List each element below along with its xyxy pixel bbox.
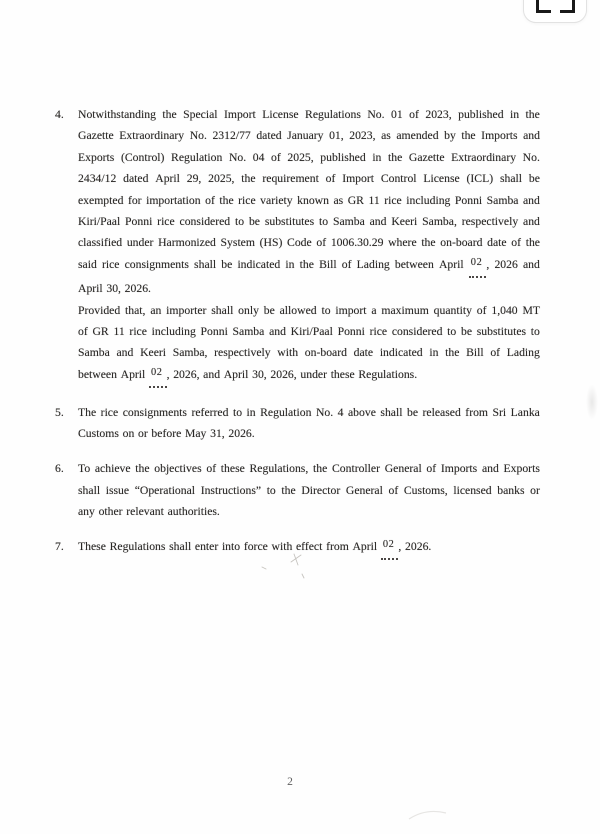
- document-page: [55, 104, 541, 560]
- regulation-item-6: [55, 458, 541, 522]
- text-line: exempted for importation of the rice variety known as GR 11 rice including Ponni Samba and: [78, 193, 540, 207]
- scan-artifact-right-edge: [586, 384, 598, 420]
- expand-button[interactable]: [523, 0, 587, 23]
- text-line: The rice consignments referred to in Regulation No. 4 above shall be released from Sri Lanka: [78, 405, 540, 419]
- item-paragraphs: [78, 458, 540, 522]
- text-line: Samba and Keeri Samba, respectively with on-board date indicated in the Bill of Lading: [78, 346, 540, 360]
- filled-blank-date: 02 ,: [469, 254, 490, 278]
- regulation-item-4: [55, 104, 541, 388]
- text-line: 2434/12 dated April 29, 2025, the requirement of Import Control License (ICL) shall be: [78, 172, 540, 186]
- scan-artifact-bottom: [406, 804, 450, 824]
- text-line: These Regulations shall enter into force with effect from April 02 , 2026.: [78, 536, 540, 560]
- regulation-item-5: [55, 402, 541, 445]
- item-number: 5.: [55, 405, 64, 419]
- text-line: To achieve the objectives of these Regulations, the Controller General of Imports and Exports: [78, 462, 540, 476]
- text-line: April 30, 2026.: [78, 282, 151, 296]
- text-line: Kiri/Paal Ponni rice considered to be substitutes to Samba and Keeri Samba, respectively and: [78, 215, 540, 229]
- filled-blank-date: 02 ,: [149, 364, 170, 388]
- item-paragraphs: [78, 104, 540, 388]
- text-line: Customs on or before May 31, 2026.: [78, 427, 255, 441]
- text-line: between April 02 , 2026, and April 30, 2026, under these Regulations.: [78, 364, 540, 388]
- viewfinder-corner-right-icon: [560, 0, 575, 13]
- item-paragraphs: [78, 402, 540, 445]
- item-number: 6.: [55, 462, 64, 476]
- text-line: classified under Harmonized System (HS) Code of 1006.30.29 where the on-board date of the: [78, 236, 540, 250]
- text-line: shall issue “Operational Instructions” to the Director General of Customs, licensed banks or: [78, 483, 540, 497]
- viewfinder-corner-left-icon: [536, 0, 551, 13]
- handwritten-mark: [248, 540, 328, 588]
- item-number: 4.: [55, 108, 64, 121]
- text-line: Provided that, an importer shall only be allowed to import a maximum quantity of 1,040 MT: [78, 303, 540, 317]
- text-line: Exports (Control) Regulation No. 04 of 2025, published in the Gazette Extraordinary No.: [78, 150, 540, 164]
- text-line: said rice consignments shall be indicated in the Bill of Lading between April 02 , 2026 and: [78, 254, 540, 278]
- item-number: 7.: [55, 539, 64, 553]
- text-line: Gazette Extraordinary No. 2312/77 dated January 01, 2023, as amended by the Imports and: [78, 129, 540, 143]
- filled-blank-date: 02 ,: [381, 536, 402, 560]
- page-number: 2: [287, 776, 293, 788]
- text-line: any other relevant authorities.: [78, 504, 220, 518]
- text-line: of GR 11 rice including Ponni Samba and Kiri/Paal Ponni rice considered to be substitutes to: [78, 325, 540, 339]
- text-line: Notwithstanding the Special Import License Regulations No. 01 of 2023, published in the: [78, 108, 540, 121]
